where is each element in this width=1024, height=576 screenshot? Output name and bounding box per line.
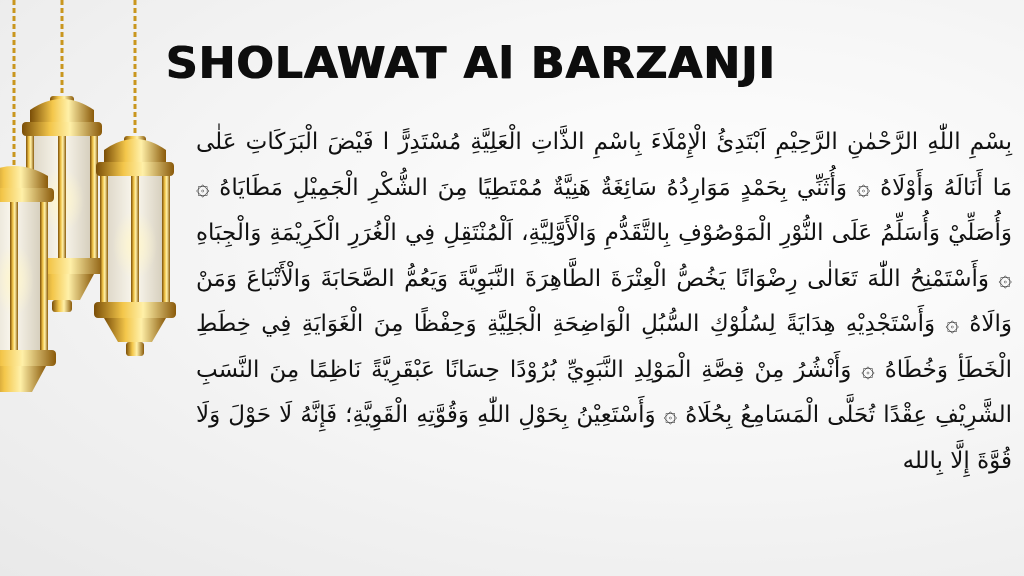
verse-text: بِسْمِ اللّٰهِ الرَّحْمٰنِ الرَّحِيْمِ اَبْتَدِئُ الْإِمْلَاءَ بِاسْمِ الذَّاتِ الْعَلِيَّةِ مُسْتَدِرًّ ا فَيْضَ الْبَرَكَاتِ عَلٰى مَا أَنَالَهُ وَأَوْلَاهُ ۞ bbox=[196, 129, 1013, 201]
verse-text: وَأُثَنِّي بِحَمْدٍ مَوَارِدُهُ سَائِغَةٌ هَنِيَّةٌ مُمْتَطِيًا مِنَ الشُّكْرِ الْجَمِيْلِ مَطَايَاهُ ۞ bbox=[196, 174, 847, 201]
arabic-text-body bbox=[196, 120, 1012, 484]
verse-text: وَأَسْتَعِيْنُ بِحَوْلِ اللّٰهِ وَقُوَّتِهِ الْقَوِيَّةِ؛ فَإِنَّهُ لَا حَوْلَ وَلَا قُوَّةَ إِلَّا بِالله bbox=[196, 402, 1012, 474]
verse-text: وَأَسْتَمْنِحُ اللّٰهَ تَعَالٰى رِضْوَانًا يَخُصُّ الْعِتْرَةَ الطَّاهِرَةَ النَّبَوِيَّةَ وَيَعُمُّ الصَّحَابَةَ وَالْأَتْبَاعَ وَمَنْ وَالَاهُ ۞ bbox=[196, 265, 1013, 337]
verse-text: وَأُصَلِّيْ وَأُسَلِّمُ عَلَى النُّوْرِ الْمَوْصُوْفِ بِالتَّقَدُّمِ وَالْأَوَّلِيَّةِ، اَلْمُنْتَقِلِ فِي الْغُرَرِ الْكَرِيْمَةِ وَالْجِبَاهِ ۞ bbox=[196, 220, 1012, 292]
lantern-icon bbox=[94, 136, 176, 356]
verse-text: وَأَنْشُرُ مِنْ قِصَّةِ الْمَوْلِدِ النَّبَوِيِّ بُرُوْدًا حِسَانًا عَبْقَرِيَّةً نَاظِمًا مِنَ النَّسَبِ الشَّرِيْفِ عِقْدًا تُحَلَّى الْمَسَامِعُ بِحُلَاهُ ۞ bbox=[196, 356, 1012, 428]
page-title: SHOLAWAT Al BARZANJI bbox=[166, 38, 777, 89]
lantern-icon bbox=[0, 166, 56, 392]
verse-text: وَأَسْتَجْدِيْهِ هِدَايَةً لِسُلُوْكِ السُّبُلِ الْوَاضِحَةِ الْجَلِيَّةِ وَحِفْظًا مِنَ الْغَوَايَةِ فِي خِطَطِ الْخَطَأِ وَخُطَاهُ ۞ bbox=[196, 311, 1013, 383]
